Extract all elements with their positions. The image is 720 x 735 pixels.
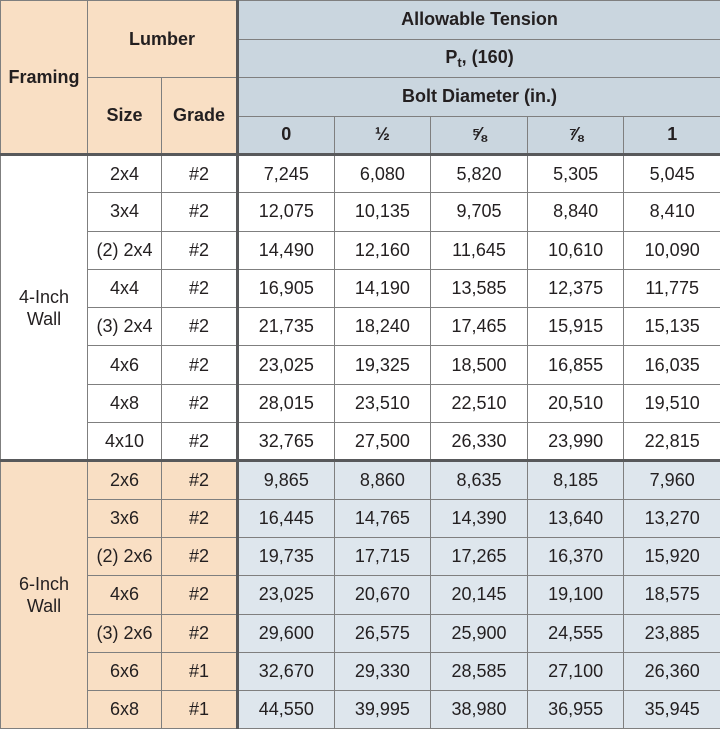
tension-value-cell: 15,135 <box>624 308 720 346</box>
size-header: Size <box>88 78 162 155</box>
table-row <box>1 614 720 652</box>
tension-value-cell: 10,135 <box>334 193 431 231</box>
tension-value-cell: 19,325 <box>334 346 431 384</box>
framing-label-line2: Wall <box>26 308 62 329</box>
framing-label-line1: 4-Inch <box>18 286 70 307</box>
tension-value-cell: 14,765 <box>334 499 431 537</box>
tension-value-cell: 14,390 <box>431 499 528 537</box>
table-row <box>1 537 720 575</box>
table-row <box>1 269 720 307</box>
tension-value-cell: 27,100 <box>527 652 624 690</box>
table-row <box>1 155 720 193</box>
tension-value-cell: 7,960 <box>624 461 720 499</box>
size-cell: 6x8 <box>88 691 162 729</box>
tension-value-cell: 13,585 <box>431 269 528 307</box>
size-cell: 4x10 <box>88 423 162 461</box>
tension-value-cell: 15,915 <box>527 308 624 346</box>
table-row <box>1 346 720 384</box>
tension-value-cell: 16,905 <box>238 269 335 307</box>
tension-value-cell: 14,490 <box>238 231 335 269</box>
tension-value-cell: 12,075 <box>238 193 335 231</box>
tension-value-cell: 12,375 <box>527 269 624 307</box>
table-row <box>1 308 720 346</box>
tension-value-cell: 17,465 <box>431 308 528 346</box>
grade-cell: #2 <box>162 231 238 269</box>
tension-value-cell: 32,765 <box>238 423 335 461</box>
lumber-header: Lumber <box>88 1 238 78</box>
diameter-header-3: ⅞ <box>527 116 624 155</box>
table-row <box>1 499 720 537</box>
grade-cell: #2 <box>162 576 238 614</box>
tension-value-cell: 10,610 <box>527 231 624 269</box>
size-cell: (3) 2x4 <box>88 308 162 346</box>
diameter-header-4: 1 <box>624 116 720 155</box>
grade-cell: #2 <box>162 155 238 193</box>
size-cell: 6x6 <box>88 652 162 690</box>
size-cell: (3) 2x6 <box>88 614 162 652</box>
tension-value-cell: 8,185 <box>527 461 624 499</box>
framing-header: Framing <box>1 1 88 155</box>
tension-value-cell: 18,500 <box>431 346 528 384</box>
table-row <box>1 193 720 231</box>
tension-value-cell: 16,370 <box>527 537 624 575</box>
tension-value-cell: 26,330 <box>431 423 528 461</box>
grade-header: Grade <box>162 78 238 155</box>
grade-cell: #2 <box>162 614 238 652</box>
diameter-header-1: ½ <box>334 116 431 155</box>
tension-value-cell: 9,865 <box>238 461 335 499</box>
tension-value-cell: 25,900 <box>431 614 528 652</box>
table-row <box>1 384 720 422</box>
tension-value-cell: 23,885 <box>624 614 720 652</box>
size-cell: 3x6 <box>88 499 162 537</box>
tension-value-cell: 8,635 <box>431 461 528 499</box>
tension-value-cell: 36,955 <box>527 691 624 729</box>
tension-value-cell: 23,025 <box>238 576 335 614</box>
diameter-header-2: ⅝ <box>431 116 528 155</box>
tension-value-cell: 27,500 <box>334 423 431 461</box>
tension-value-cell: 22,815 <box>624 423 720 461</box>
tension-value-cell: 44,550 <box>238 691 335 729</box>
tension-value-cell: 18,575 <box>624 576 720 614</box>
tension-value-cell: 8,410 <box>624 193 720 231</box>
pt-load-header <box>238 39 720 78</box>
tension-value-cell: 16,035 <box>624 346 720 384</box>
framing-cell <box>1 155 88 461</box>
tension-value-cell: 12,160 <box>334 231 431 269</box>
size-cell: 2x4 <box>88 155 162 193</box>
tension-value-cell: 11,775 <box>624 269 720 307</box>
framing-label-line2: Wall <box>26 596 62 617</box>
size-cell: (2) 2x4 <box>88 231 162 269</box>
tension-value-cell: 24,555 <box>527 614 624 652</box>
tension-value-cell: 26,360 <box>624 652 720 690</box>
size-cell: 4x6 <box>88 346 162 384</box>
framing-label-line1: 6-Inch <box>18 574 70 595</box>
tension-value-cell: 13,270 <box>624 499 720 537</box>
table-row <box>1 423 720 461</box>
size-cell: 4x4 <box>88 269 162 307</box>
table-row <box>1 691 720 729</box>
tension-value-cell: 19,735 <box>238 537 335 575</box>
tension-value-cell: 28,015 <box>238 384 335 422</box>
pt-subscript: t <box>457 54 462 70</box>
diameter-header-0: 0 <box>238 116 335 155</box>
tension-value-cell: 19,510 <box>624 384 720 422</box>
tension-value-cell: 7,245 <box>238 155 335 193</box>
grade-cell: #2 <box>162 384 238 422</box>
tension-value-cell: 22,510 <box>431 384 528 422</box>
grade-cell: #2 <box>162 537 238 575</box>
tension-value-cell: 15,920 <box>624 537 720 575</box>
size-cell: 4x6 <box>88 576 162 614</box>
tension-value-cell: 5,045 <box>624 155 720 193</box>
tension-value-cell: 26,575 <box>334 614 431 652</box>
tension-value-cell: 18,240 <box>334 308 431 346</box>
tension-value-cell: 21,735 <box>238 308 335 346</box>
framing-cell <box>1 461 88 729</box>
tension-value-cell: 39,995 <box>334 691 431 729</box>
size-cell: 3x4 <box>88 193 162 231</box>
grade-cell: #2 <box>162 269 238 307</box>
tension-value-cell: 20,510 <box>527 384 624 422</box>
tension-value-cell: 9,705 <box>431 193 528 231</box>
table-row <box>1 652 720 690</box>
tension-value-cell: 17,715 <box>334 537 431 575</box>
grade-cell: #1 <box>162 691 238 729</box>
tension-value-cell: 38,980 <box>431 691 528 729</box>
tension-value-cell: 35,945 <box>624 691 720 729</box>
tension-value-cell: 11,645 <box>431 231 528 269</box>
grade-cell: #2 <box>162 499 238 537</box>
tension-value-cell: 5,305 <box>527 155 624 193</box>
grade-cell: #1 <box>162 652 238 690</box>
table-row <box>1 231 720 269</box>
size-cell: (2) 2x6 <box>88 537 162 575</box>
grade-cell: #2 <box>162 423 238 461</box>
grade-cell: #2 <box>162 346 238 384</box>
size-cell: 2x6 <box>88 461 162 499</box>
tension-value-cell: 29,600 <box>238 614 335 652</box>
tension-value-cell: 23,510 <box>334 384 431 422</box>
bolt-diameter-header: Bolt Diameter (in.) <box>238 78 720 117</box>
grade-cell: #2 <box>162 308 238 346</box>
table-row <box>1 461 720 499</box>
tension-value-cell: 16,855 <box>527 346 624 384</box>
tension-value-cell: 16,445 <box>238 499 335 537</box>
tension-value-cell: 32,670 <box>238 652 335 690</box>
tension-value-cell: 5,820 <box>431 155 528 193</box>
tension-value-cell: 20,670 <box>334 576 431 614</box>
tension-value-cell: 29,330 <box>334 652 431 690</box>
tension-value-cell: 8,840 <box>527 193 624 231</box>
grade-cell: #2 <box>162 461 238 499</box>
tension-value-cell: 20,145 <box>431 576 528 614</box>
tension-value-cell: 23,025 <box>238 346 335 384</box>
grade-cell: #2 <box>162 193 238 231</box>
table-row <box>1 576 720 614</box>
tension-value-cell: 10,090 <box>624 231 720 269</box>
tension-value-cell: 14,190 <box>334 269 431 307</box>
pt-symbol: P <box>445 46 458 67</box>
tension-value-cell: 13,640 <box>527 499 624 537</box>
allowable-tension-header: Allowable Tension <box>238 1 720 40</box>
tension-value-cell: 19,100 <box>527 576 624 614</box>
tension-value-cell: 6,080 <box>334 155 431 193</box>
size-cell: 4x8 <box>88 384 162 422</box>
tension-value-cell: 23,990 <box>527 423 624 461</box>
tension-value-cell: 8,860 <box>334 461 431 499</box>
pt-duration: , (160) <box>461 46 514 67</box>
tension-value-cell: 28,585 <box>431 652 528 690</box>
tension-value-cell: 17,265 <box>431 537 528 575</box>
